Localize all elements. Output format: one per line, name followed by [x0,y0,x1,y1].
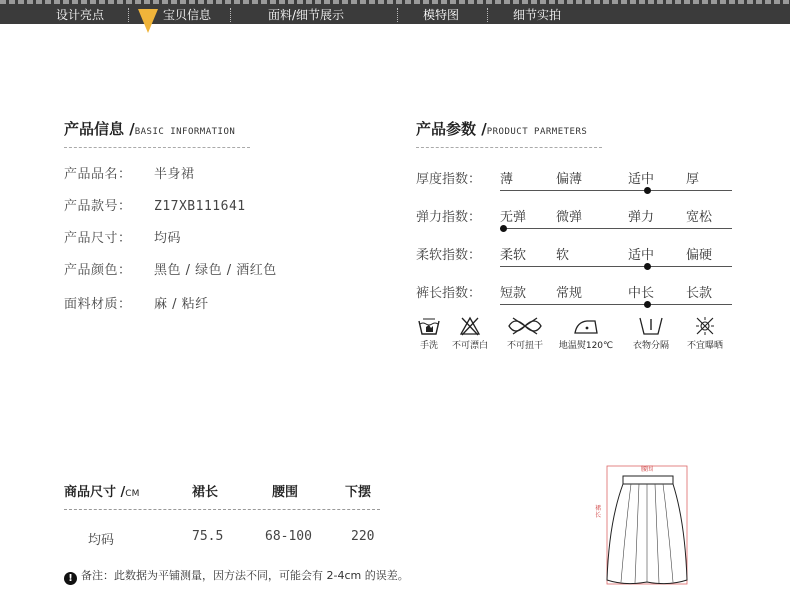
care-wash-separately [627,316,675,351]
nav-chain-border [0,0,790,4]
info-value: Z17XB111641 [154,199,246,214]
note-text: 备注：此数据为平铺测量，因方法不同，可能会有 2-4cm 的误差。 [81,569,409,582]
info-value: 半身裙 [154,167,195,182]
col-waist: 腰围 [272,485,299,500]
divider [416,147,602,148]
param-indicator-dot [644,187,651,194]
product-params-title-cn: 产品参数 / [416,120,487,138]
size-value-length: 75.5 [192,529,224,544]
info-label: 产品款号： [64,199,132,214]
param-option: 短款 [500,286,527,301]
diagram-length-char-1: 裙 [595,505,602,512]
nav-item-product-info[interactable]: 宝贝信息 [163,8,212,22]
info-row-name [64,163,195,182]
diagram-length-char-2: 长 [595,512,602,519]
param-option: 偏硬 [686,248,713,263]
param-option: 适中 [628,248,655,263]
care-label: 手洗 [419,341,438,351]
param-option: 微弹 [556,210,583,225]
info-label: 产品品名： [64,167,132,182]
param-track [500,304,732,305]
nav-item-design[interactable]: 设计亮点 [56,8,105,22]
nav-item-detail[interactable]: 细节实拍 [513,8,562,22]
nav-item-fabric[interactable]: 面料/细节展示 [268,8,345,22]
nav-separator [128,8,129,22]
param-option: 薄 [500,172,514,187]
care-label: 衣物分隔 [632,341,669,351]
param-label: 厚度指数： [416,172,482,187]
info-label: 产品颜色： [64,263,132,278]
product-params-title-en: PRODUCT PARMETERS [486,127,588,137]
param-label: 弹力指数： [416,210,482,225]
no-sun-icon [694,316,716,336]
param-option: 常规 [556,286,583,301]
param-option: 适中 [628,172,655,187]
wash-separately-icon [638,316,664,336]
product-params-title [416,118,587,139]
measurement-note [64,567,409,585]
info-value: 麻 / 粘纤 [154,297,209,312]
care-no-sun [681,316,729,351]
diagram-length-label [595,504,601,519]
param-track [500,228,732,229]
info-row-sku [64,195,246,214]
param-option: 中长 [628,286,655,301]
diagram-waist-label: 腰围 [640,466,654,473]
nav-separator [397,8,398,22]
param-option: 软 [556,248,570,263]
table-divider [64,509,380,510]
param-row [416,206,721,236]
info-value: 黑色 / 绿色 / 酒红色 [154,263,277,278]
param-row [416,168,721,198]
care-label: 不宜曝晒 [686,341,723,351]
nav-separator [487,8,488,22]
size-table-header [64,481,139,500]
divider [64,147,250,148]
info-row-color [64,259,277,278]
param-row [416,244,721,274]
hand-wash-icon [417,316,441,336]
size-value-hem: 220 [351,529,375,544]
size-row-label: 均码 [88,533,115,548]
size-header-unit: CM [125,489,140,499]
param-option: 厚 [686,172,700,187]
param-track [500,190,732,191]
param-option: 柔软 [500,248,527,263]
info-row-size [64,227,181,246]
param-label: 裤长指数： [416,286,482,301]
low-iron-icon [571,316,601,336]
nav-separator [230,8,231,22]
care-hand-wash [415,316,443,351]
care-low-iron [556,316,616,351]
param-option: 宽松 [686,210,713,225]
param-indicator-dot [500,225,507,232]
care-no-wring [501,316,549,351]
info-label: 面料材质： [64,297,132,312]
no-bleach-icon [459,316,481,336]
no-wring-icon [505,316,545,336]
col-hem: 下摆 [345,485,372,500]
size-header-label: 商品尺寸 / [64,485,126,500]
param-track [500,266,732,267]
param-label: 柔软指数： [416,248,482,263]
col-length: 裙长 [192,485,219,500]
param-option: 无弹 [500,210,527,225]
care-label: 不可扭干 [506,341,543,351]
care-label: 地温熨120℃ [558,341,614,351]
care-no-bleach [446,316,494,351]
size-value-waist: 68-100 [265,529,312,544]
param-option: 偏薄 [556,172,583,187]
param-option: 弹力 [628,210,655,225]
param-indicator-dot [644,301,651,308]
care-label: 不可漂白 [451,341,488,351]
product-info-title-cn: 产品信息 / [64,120,135,138]
product-info-title-en: BASIC INFORMATION [134,127,236,137]
param-option: 长款 [686,286,713,301]
active-nav-arrow-icon [138,9,158,33]
info-label: 产品尺寸： [64,231,132,246]
nav-item-model[interactable]: 模特图 [423,8,460,22]
param-row [416,282,721,312]
warning-icon: ! [64,572,77,585]
info-row-material [64,293,209,312]
skirt-diagram [585,462,705,592]
param-indicator-dot [644,263,651,270]
info-value: 均码 [154,231,182,246]
top-nav-bar [0,0,790,24]
product-info-title [64,118,235,139]
